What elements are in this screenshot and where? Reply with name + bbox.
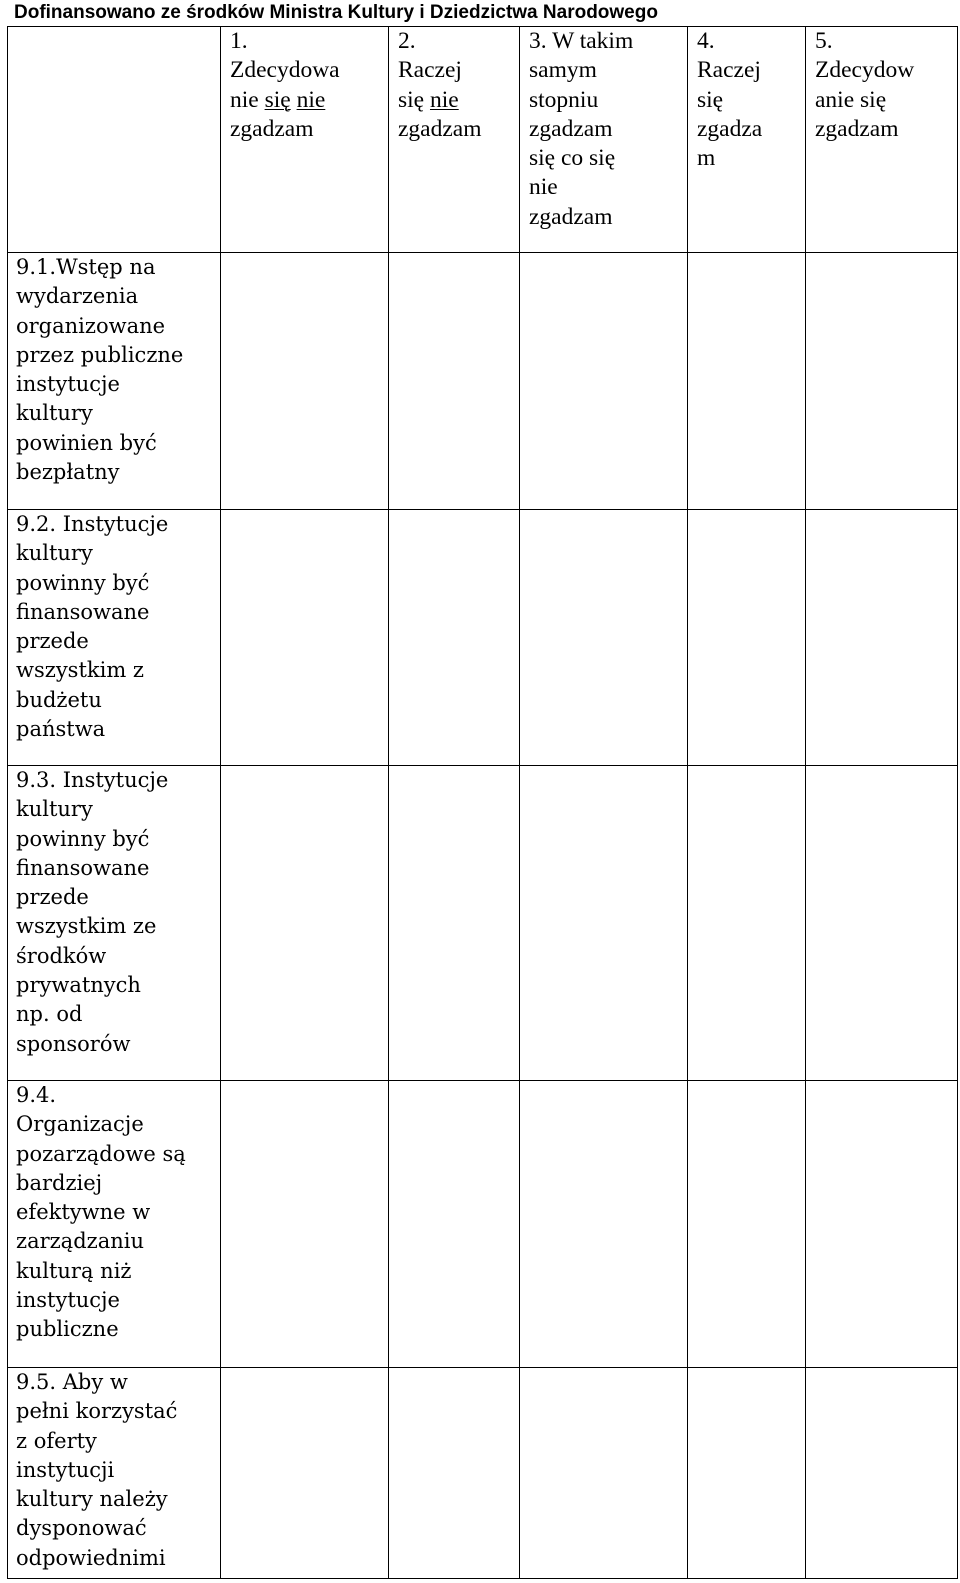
statement-line: przede (16, 629, 89, 654)
answer-cell-1[interactable] (221, 1368, 389, 1579)
answer-cell-4[interactable] (688, 510, 806, 766)
statement-line: środków (16, 943, 107, 968)
answer-cell-4[interactable] (688, 1081, 806, 1368)
statement-line: pełni korzystać (16, 1399, 178, 1424)
answer-cell-1[interactable] (221, 253, 389, 510)
statement-line: bezpłatny (16, 460, 120, 485)
statement-line: publiczne (16, 1317, 119, 1342)
statement-line: wydarzenia (16, 284, 139, 309)
scale-header-2 (389, 27, 520, 253)
statement-line: 9.2. Instytucje (16, 512, 169, 536)
statement-line: finansowane (16, 599, 150, 624)
statement-line: powinny być (16, 826, 150, 851)
statement-line: efektywne w (16, 1200, 151, 1225)
statement-row (8, 766, 958, 1081)
statement-row (8, 510, 958, 766)
statement-cell (8, 1081, 221, 1368)
scale-3-line: zgadzam (529, 115, 613, 142)
answer-cell-5[interactable] (806, 510, 958, 766)
statement-line: Organizacje (16, 1112, 144, 1137)
scale-3-line: stopniu (529, 86, 599, 113)
scale-header-3 (520, 27, 688, 253)
statement-line: kulturą niż (16, 1258, 132, 1283)
statement-line: państwa (16, 717, 106, 742)
statement-line: kultury (16, 401, 93, 426)
statement-cell (8, 766, 221, 1081)
statement-cell (8, 1368, 221, 1579)
scale-header-1 (221, 27, 389, 253)
statement-line: budżetu (16, 687, 102, 712)
statement-line: odpowiednimi (16, 1545, 166, 1570)
statement-cell (8, 253, 221, 510)
scale-1-text: nie się nie (230, 86, 326, 113)
statement-line: kultury (16, 541, 93, 566)
scale-2-line: Raczej (398, 57, 462, 84)
scale-3-line: się co się (529, 145, 616, 172)
statement-line: bardziej (16, 1170, 103, 1195)
scale-3-line: nie (529, 174, 558, 201)
answer-cell-1[interactable] (221, 510, 389, 766)
statement-line: przede (16, 885, 89, 910)
funding-header: Dofinansowano ze środków Ministra Kultury i Dziedzictwa Narodowego (14, 2, 658, 23)
statement-line: powinien być (16, 430, 157, 455)
header-corner-cell (8, 27, 221, 253)
statement-row (8, 1368, 958, 1579)
scale-2-line: zgadzam (398, 115, 482, 142)
statement-line: dysponować (16, 1516, 147, 1541)
statement-line: wszystkim ze (16, 914, 157, 939)
scale-2-line: się nie (398, 86, 459, 113)
statement-line: np. od (16, 1002, 83, 1027)
scale-5-line: Zdecydow (815, 57, 915, 84)
scale-5-line: anie się (815, 86, 887, 113)
scale-5-line: zgadzam (815, 115, 899, 142)
statement-line: sponsorów (16, 1031, 131, 1056)
scale-1-line: Zdecydowa (230, 57, 340, 84)
answer-cell-3[interactable] (520, 766, 688, 1081)
statement-line: kultury (16, 797, 93, 822)
statement-line: wszystkim z (16, 658, 144, 683)
statement-line: instytucje (16, 372, 120, 397)
answer-cell-1[interactable] (221, 766, 389, 1081)
answer-cell-3[interactable] (520, 253, 688, 510)
scale-4-line: zgadza (697, 115, 763, 142)
statement-line: organizowane (16, 313, 166, 338)
statement-line: pozarządowe są (16, 1141, 186, 1166)
scale-4-line: m (697, 145, 716, 172)
statement-line: finansowane (16, 855, 150, 880)
statement-cell (8, 510, 221, 766)
answer-cell-5[interactable] (806, 1368, 958, 1579)
statement-line: 9.4. (16, 1083, 57, 1107)
scale-4-line: 4. (697, 28, 715, 54)
answer-cell-5[interactable] (806, 1081, 958, 1368)
scale-header-row (8, 27, 958, 253)
answer-cell-3[interactable] (520, 1368, 688, 1579)
statement-line: 9.1.Wstęp na (16, 255, 156, 279)
scale-5-line: 5. (815, 28, 833, 54)
statement-line: kultury należy (16, 1487, 168, 1512)
statement-line: 9.3. Instytucje (16, 768, 169, 792)
scale-4-line: Raczej (697, 57, 761, 84)
answer-cell-4[interactable] (688, 1368, 806, 1579)
statement-line: powinny być (16, 570, 150, 595)
scale-3-line: 3. W takim (529, 28, 634, 54)
statement-row (8, 253, 958, 510)
statement-line: zarządzaniu (16, 1229, 144, 1254)
scale-4-line: się (697, 86, 724, 113)
statement-row (8, 1081, 958, 1368)
likert-table (7, 26, 958, 1579)
answer-cell-5[interactable] (806, 766, 958, 1081)
answer-cell-4[interactable] (688, 766, 806, 1081)
answer-cell-2[interactable] (389, 1368, 520, 1579)
statement-line: instytucje (16, 1288, 120, 1313)
answer-cell-2[interactable] (389, 766, 520, 1081)
statement-line: 9.5. Aby w (16, 1370, 128, 1394)
statement-line: przez publiczne (16, 342, 184, 367)
statement-line: instytucji (16, 1457, 115, 1482)
answer-cell-1[interactable] (221, 1081, 389, 1368)
scale-3-line: zgadzam (529, 203, 613, 230)
answer-cell-2[interactable] (389, 253, 520, 510)
scale-header-4 (688, 27, 806, 253)
statement-line: z oferty (16, 1428, 97, 1453)
answer-cell-4[interactable] (688, 253, 806, 510)
scale-3-line: samym (529, 57, 597, 84)
answer-cell-3[interactable] (520, 1081, 688, 1368)
scale-1-line (230, 86, 388, 115)
scale-2-line: 2. (398, 28, 416, 54)
scale-1-line: zgadzam (230, 115, 314, 142)
answer-cell-2[interactable] (389, 510, 520, 766)
answer-cell-5[interactable] (806, 253, 958, 510)
scale-header-5 (806, 27, 958, 253)
scale-1-line: 1. (230, 28, 248, 54)
statement-line: prywatnych (16, 973, 141, 998)
answer-cell-2[interactable] (389, 1081, 520, 1368)
answer-cell-3[interactable] (520, 510, 688, 766)
